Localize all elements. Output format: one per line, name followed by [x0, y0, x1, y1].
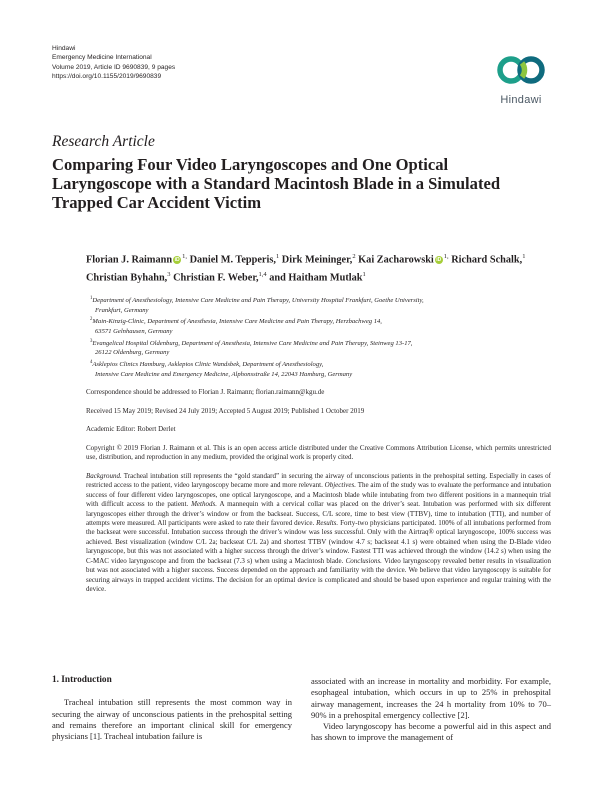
abstract-section-label: Results. [316, 519, 339, 528]
hindawi-logo-icon [495, 50, 547, 88]
affiliation-line: Department of Anesthesiology, Intensive Care Medicine and Pain Therapy, University Hospital Frankfurt, Goethe University, [92, 297, 424, 305]
journal-header [52, 44, 175, 82]
author-affiliation-number: 2 [352, 253, 356, 260]
abstract-section-label: Conclusions. [345, 556, 382, 565]
intro-paragraph-right-1: associated with an increase in mortality and morbidity. For example, esophageal intubation, which occurs in up to 25% in prehospital airway management, increases the 24 h mortality from 10% to 70–90% in a prehospital emergency collective [2]. [311, 676, 551, 720]
affiliation-number: 1 [90, 295, 93, 301]
orcid-icon[interactable]: iD [174, 257, 180, 264]
affiliation-number: 3 [90, 338, 93, 344]
author-name: Kai Zacharowski [358, 254, 434, 266]
abstract-section-text: Tracheal intubation still represents the “gold standard” in securing the airway of unconscious patients in the prehospital setting. Especially in cases of restricted access to the patient, video laryngoscopy became more and more relevant. [86, 471, 551, 490]
abstract-section-label: Background. [86, 471, 122, 480]
article-front-matter [86, 250, 551, 595]
author-affiliation-number: 1 [522, 253, 526, 260]
article-title: Comparing Four Video Laryngoscopes and One Optical Laryngoscope with a Standard Macintosh Blade in a Simulated Trapped Car Accident Victim [52, 155, 501, 212]
affiliation-line: 63571 Gelnhausen, Germany [95, 328, 173, 335]
affiliation-line: Frankfurt, Germany [95, 306, 149, 314]
abstract-section-text: Forty-two physicians participated. 100% of all intubations performed from the backseat were successful. Intubation success through the driver’s window was less successful. Only with the Airtraq® optical laryngoscope, 100% success was achieved. Best visualization (window C/L 2a; backseat C/L 2a) and shortest TTBV (window 4.7 s; backseat 4.1 s) were obtained when using the D-Blade video laryngoscope, but this was not associated with a higher success through the driver’s window. Fastest TTI was achieved through the window (14.2 s) when using the C-MAC video laryngoscope and from the backseat (7.3 s) when using a Macintosh blade. [86, 519, 551, 565]
abstract-section-text: The aim of the study was to evaluate the performance and intubation success of four different video laryngoscopes, one optical laryngoscope, and a Macintosh blade while intubating from two different positions in a mannequin trial with difficult access to the patient. [86, 481, 551, 509]
volume-info: Volume 2019, Article ID 9690839, 9 pages [52, 63, 176, 71]
abstract-section-label: Objectives. [324, 481, 356, 490]
author-affiliation-number: 1, [182, 253, 187, 260]
affiliation-list [86, 294, 551, 380]
author-affiliation-number: 1 [275, 253, 280, 260]
affiliation-number: 4 [90, 359, 93, 365]
academic-editor: Academic Editor: Robert Derlet [86, 425, 176, 434]
section-heading: 1. Introduction [52, 675, 112, 685]
affiliation-line: Intensive Care Medicine and Emergency Medicine, Alphonsstraße 14, 22043 Hamburg, Germany [95, 370, 353, 378]
logo-text: Hindawi [500, 94, 542, 106]
affiliation [86, 358, 551, 379]
affiliation-line: Asklepios Clinics Hamburg, Asklepios Clinic Wandsbek, Department of Anesthesiology, [92, 361, 324, 369]
author-name: Florian J. Raimann [86, 254, 173, 266]
affiliation-line: 26122 Oldenburg, Germany [95, 349, 170, 357]
author-affiliation-number: 1,4 [258, 270, 267, 278]
hindawi-logo [491, 50, 551, 106]
author-affiliation-number: 1, [443, 253, 449, 260]
author-name: Christian F. Weber, [173, 272, 259, 284]
affiliation-line: Main-Kinzig-Clinic, Department of Anesthesia, Intensive Care Medicine and Pain Therapy, Herzbachweg 14, [92, 318, 382, 326]
publication-dates: Received 15 May 2019; Revised 24 July 2019; Accepted 5 August 2019; Published 1 October 2019 [86, 406, 365, 415]
right-column [311, 676, 551, 744]
intro-paragraph-right-2: Video laryngoscopy has become a powerful aid in this aspect and has shown to improve the management of [311, 721, 551, 743]
correspondence: Correspondence should be addressed to Florian J. Raimann; florian.raimann@kgu.de [86, 388, 325, 397]
abstract-section-text: A mannequin with a cervical collar was placed on the driver’s seat. Intubation was performed with six different laryngoscopes either through the driver’s window or from the backseat. Success, C/L score, time to best view (TTBV), time to intubation (TTI), and number of attempts were measured. All participants were asked to rate their favored device. [86, 500, 551, 528]
copyright-notice: Copyright © 2019 Florian J. Raimann et al. This is an open access article distributed under the Creative Commons Attribution License, which permits unrestricted use, distribution, and reproduction in any medium, provided the original work is properly cited. [86, 443, 551, 462]
affiliation [86, 315, 551, 336]
author-name: Daniel M. Tepperis, [189, 254, 276, 266]
abstract-section-text: Video laryngoscopy revealed better results in visualization but was not associated with a higher success. Success depended on the approach and familiarity with the device. We believe that video laryngoscopy is suitable for securing airways in trapped accident victims. The decision for an optimal device is complicated and should be based upon experience and regular training with the device. [86, 556, 552, 594]
author-affiliation-number: 1 [362, 270, 366, 278]
author-name: Dirk Meininger, [281, 254, 353, 266]
journal-name: Emergency Medicine International [52, 54, 152, 62]
author-affiliation-number: 3 [167, 270, 171, 278]
author-name: Richard Schalk, [451, 254, 523, 266]
affiliation [86, 294, 551, 315]
abstract [86, 472, 551, 595]
affiliation [86, 337, 551, 358]
author-name: Christian Byhahn, [86, 272, 168, 284]
orcid-icon[interactable]: iD [436, 257, 442, 264]
article-type: Research Article [52, 133, 155, 150]
intro-paragraph-left: Tracheal intubation still represents the most common way in securing the airway of unconscious patients in the prehospital setting and remains therefore an important clinical skill for emergency physicians [1]. Tracheal intubation failure is [52, 697, 292, 742]
affiliation-number: 2 [90, 317, 93, 323]
author-name: and Haitham Mutlak [269, 272, 363, 284]
doi-link[interactable]: https://doi.org/10.1155/2019/9690839 [52, 73, 162, 81]
publisher-name: Hindawi [52, 45, 76, 52]
affiliation-line: Evangelical Hospital Oldenburg, Department of Anesthesia, Intensive Care Medicine and Pain Therapy, Steinweg 13-17, [92, 339, 413, 347]
left-column [52, 675, 292, 742]
author-list [86, 250, 551, 286]
abstract-section-label: Methods. [191, 500, 217, 509]
